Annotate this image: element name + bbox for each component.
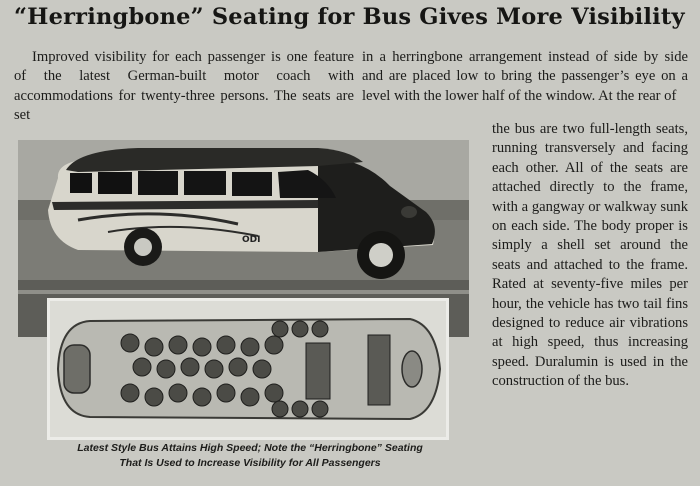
caption-line-2: That Is Used to Increase Visibility for All Passengers [119, 456, 381, 469]
article-headline: “Herringbone” Seating for Bus Gives More Visibility [14, 4, 685, 30]
photo-caption [14, 441, 486, 470]
article-column-1: Improved visibility for each passenger is one feature of the latest German-built motor coach with accommodations for twenty-three persons. The seats are set [14, 49, 354, 124]
article-column-3: the bus are two full-length seats, running transversely and facing each other. All of the seats are attached directly to the frame, with a gangway or walkway sunk on each side. The body proper is simply a shell set around the seats and attached to the frame. Rated at seventy-five miles per hour, the vehicle has two tail fins designed to reduce air vibrations at high speed, thus increasing speed. Duralumin is used in the construction of the bus. [492, 121, 688, 390]
caption-line-1: Latest Style Bus Attains High Speed; Note the “Herringbone” Seating [77, 442, 423, 454]
article-column-2: in a herringbone arrangement instead of side by side and are placed low to bring the passenger’s eye on a level with the lower half of the window. At the rear of [362, 49, 688, 104]
seating-floor-plan [47, 298, 449, 440]
bus-lettering: ODI [242, 235, 261, 245]
